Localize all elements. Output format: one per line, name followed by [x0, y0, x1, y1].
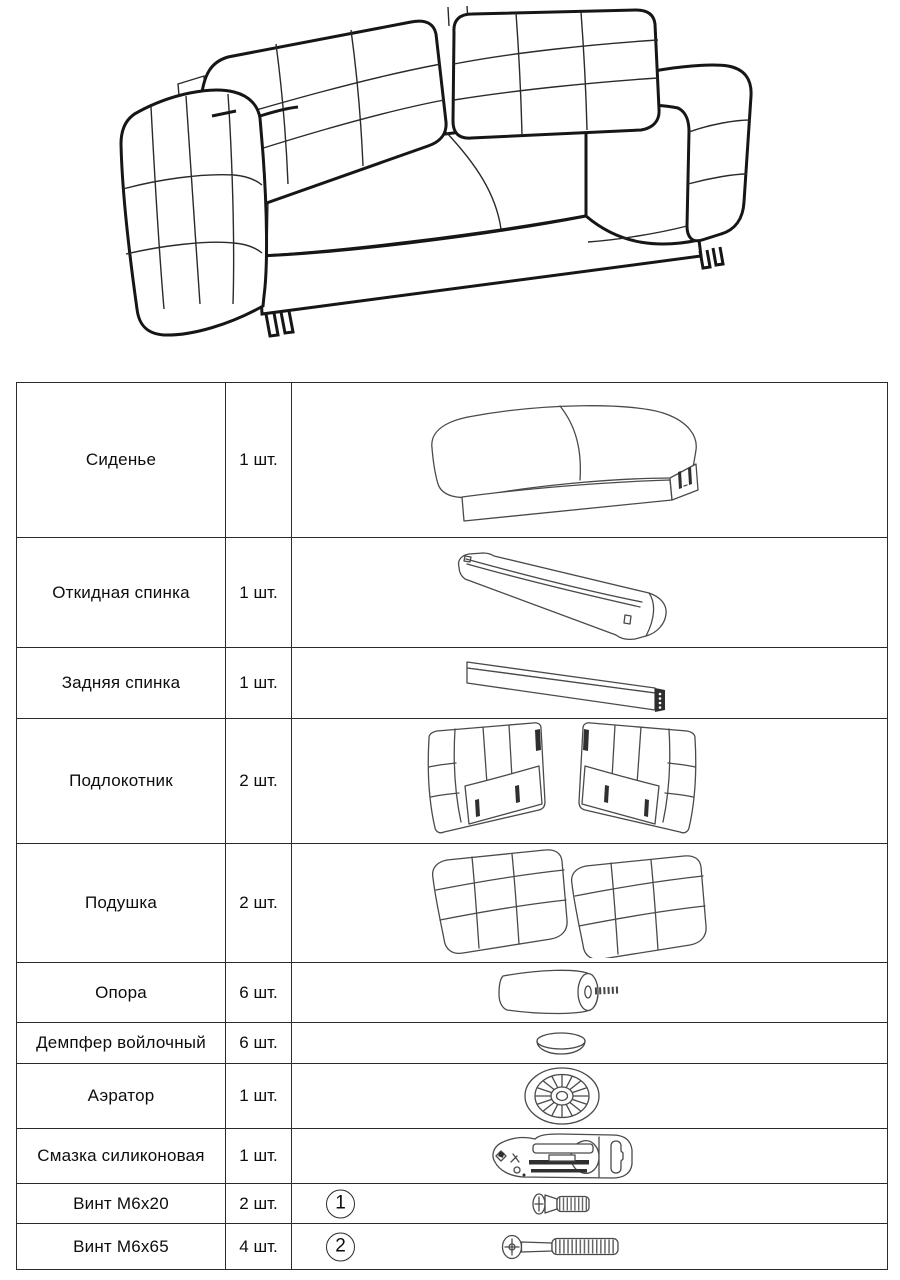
part-qty: 1 шт.: [226, 1064, 292, 1129]
felt-damper-illustration: [532, 1030, 592, 1056]
part-name: Смазка силиконовая: [17, 1129, 226, 1184]
part-row-cushion: [17, 844, 888, 963]
armrests-illustration: [417, 722, 707, 840]
folding-backrest-illustration: [437, 543, 687, 643]
part-name: Опора: [17, 963, 226, 1023]
part-qty: 2 шт.: [226, 1184, 292, 1224]
part-row-silicone-grease: [17, 1129, 888, 1184]
part-row-screw-m6x20: [17, 1184, 888, 1224]
part-name: Винт М6х20: [17, 1184, 226, 1224]
part-qty: 6 шт.: [226, 1023, 292, 1064]
item-number-badge: 1: [326, 1189, 355, 1218]
sofa-figure: [116, 4, 781, 349]
rear-back-panel-illustration: [437, 652, 687, 714]
seat-illustration: [402, 390, 722, 530]
part-row-aerator: [17, 1064, 888, 1129]
part-row-felt-damper: [17, 1023, 888, 1064]
part-qty: 1 шт.: [226, 383, 292, 538]
aerator-illustration: [521, 1065, 603, 1127]
part-qty: 6 шт.: [226, 963, 292, 1023]
part-row-armrest: [17, 719, 888, 844]
parts-table: [16, 382, 888, 1270]
part-row-screw-m6x65: [17, 1224, 888, 1270]
part-name: Откидная спинка: [17, 538, 226, 648]
screw-m6x65-illustration: [500, 1233, 624, 1261]
part-qty: 1 шт.: [226, 538, 292, 648]
part-row-rear-back: [17, 648, 888, 719]
part-qty: 1 шт.: [226, 648, 292, 719]
part-name: Подлокотник: [17, 719, 226, 844]
part-name: Винт М6х65: [17, 1224, 226, 1270]
leg-illustration: [487, 966, 637, 1020]
part-name: Задняя спинка: [17, 648, 226, 719]
part-row-folding-backrest: [17, 538, 888, 648]
part-name: Аэратор: [17, 1064, 226, 1129]
screw-m6x20-illustration: [530, 1191, 594, 1217]
silicone-grease-illustration: [487, 1132, 637, 1180]
part-row-leg: [17, 963, 888, 1023]
part-name: Демпфер войлочный: [17, 1023, 226, 1064]
part-name: Подушка: [17, 844, 226, 963]
part-qty: 2 шт.: [226, 844, 292, 963]
part-name: Сиденье: [17, 383, 226, 538]
sofa-line-art: [116, 4, 781, 349]
item-number-badge: 2: [326, 1232, 355, 1261]
part-qty: 1 шт.: [226, 1129, 292, 1184]
part-row-seat: [17, 383, 888, 538]
part-qty: 4 шт.: [226, 1224, 292, 1270]
cushions-illustration: [417, 848, 707, 958]
part-qty: 2 шт.: [226, 719, 292, 844]
